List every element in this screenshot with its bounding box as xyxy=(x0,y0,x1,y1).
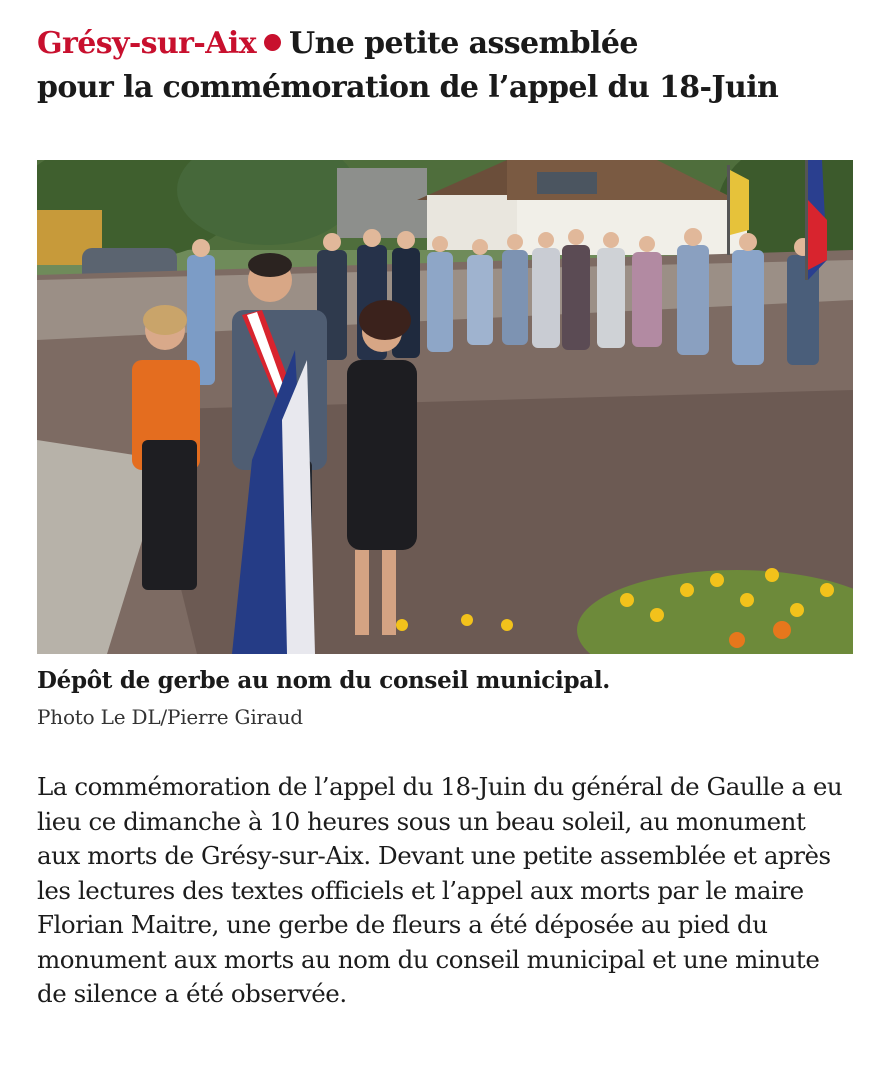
article-photo xyxy=(37,160,853,654)
article-body: La commémoration de l’appel du 18-Juin du général de Gaulle a eu lieu ce dimanche à 10 heures sous un beau soleil, au monument aux morts de Grésy-sur-Aix. Devant une petite assemblée et après les lectures des textes officiels et l’appel aux morts par le maire Florian Maitre, une gerbe de fleurs a été déposée au pied du monument aux morts au nom du conseil municipal et une minute de silence a été observée. xyxy=(37,772,843,1008)
red-bullet-icon xyxy=(264,34,281,51)
headline-title-line1: Une petite assemblée xyxy=(289,26,638,61)
article-headline xyxy=(37,22,867,110)
photo-credit: Photo Le DL/Pierre Giraud xyxy=(37,705,303,729)
headline-kicker: Grésy-sur-Aix xyxy=(37,26,257,61)
photo-caption: Dépôt de gerbe au nom du conseil municipal. xyxy=(37,667,610,694)
headline-title-line2: pour la commémoration de l’appel du 18-Juin xyxy=(37,70,779,105)
